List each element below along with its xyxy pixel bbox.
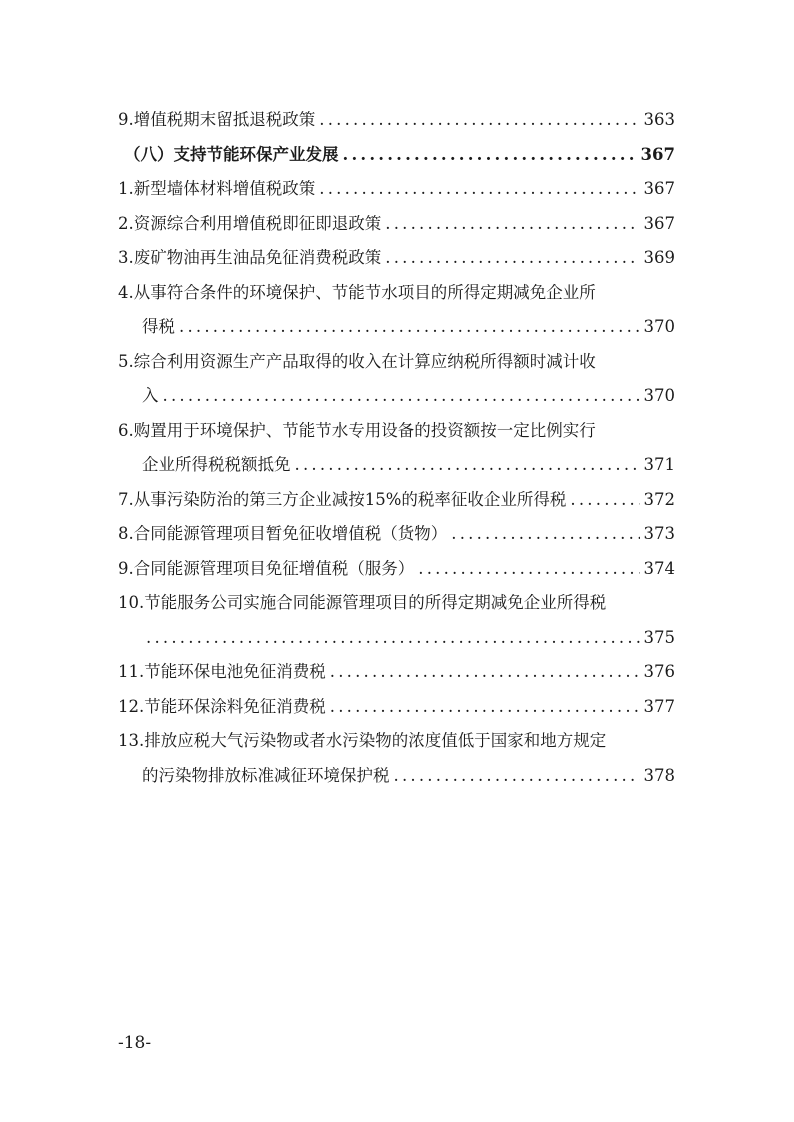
toc-entry-page: 377	[643, 696, 675, 716]
leader-dots	[385, 207, 639, 242]
leader-dots	[451, 517, 639, 552]
leader-dots	[163, 379, 640, 414]
toc-entry-page: 376	[643, 662, 675, 681]
toc-entry-page: 370	[643, 317, 675, 336]
toc-entry-title-continued: 企业所得税税额抵免	[142, 455, 291, 474]
leader-dots	[570, 483, 639, 518]
leader-dots	[343, 138, 637, 173]
leader-dots	[179, 310, 640, 345]
toc-entry[interactable]	[118, 483, 675, 518]
leader-dots	[330, 655, 640, 690]
toc-entry-page: 367	[640, 144, 675, 164]
toc-entry-title-continued: 的污染物排放标准减征环境保护税	[142, 765, 390, 785]
toc-entry-title: 9.增值税期末留抵退税政策	[118, 110, 316, 129]
toc-entry-title: 12.节能环保涂料免征消费税	[118, 696, 326, 716]
toc-entry-page: 363	[643, 110, 675, 129]
toc-entry[interactable]	[118, 103, 675, 138]
leader-dots	[418, 552, 639, 587]
toc-entry[interactable]	[118, 172, 675, 207]
toc-entry-page: 367	[643, 179, 675, 198]
toc-entry-title: 9.合同能源管理项目免征增值税（服务）	[118, 558, 415, 578]
toc-entry-page: 372	[643, 489, 675, 509]
toc-entry-page: 367	[643, 213, 675, 233]
toc-entry-page: 378	[643, 765, 675, 785]
toc-entry-title: 5.综合利用资源生产产品取得的收入在计算应纳税所得额时减计收	[118, 351, 596, 371]
toc-entry-page: 374	[643, 558, 675, 578]
toc-entry[interactable]	[118, 724, 675, 793]
toc-entry[interactable]	[118, 414, 675, 483]
leader-dots	[295, 448, 640, 483]
toc-entry-title: 8.合同能源管理项目暂免征收增值税（货物）	[118, 524, 448, 543]
leader-dots	[319, 103, 639, 138]
toc-entry-title: 1.新型墙体材料增值税政策	[118, 179, 316, 198]
toc-entry[interactable]	[118, 552, 675, 587]
toc-section-heading[interactable]	[118, 138, 675, 173]
toc-entry[interactable]	[118, 241, 675, 276]
toc-entry-title-continued: 得税	[142, 317, 175, 336]
toc-entry[interactable]	[118, 345, 675, 414]
toc-entry-title: （八）支持节能环保产业发展	[124, 144, 339, 164]
toc-entry[interactable]	[118, 690, 675, 725]
toc-entry[interactable]	[118, 586, 675, 655]
toc-entry-title: 10.节能服务公司实施合同能源管理项目的所得定期减免企业所得税	[118, 593, 607, 612]
leader-dots	[330, 690, 640, 725]
toc-entry-title: 4.从事符合条件的环境保护、节能节水项目的所得定期减免企业所	[118, 282, 596, 302]
toc-entry[interactable]	[118, 517, 675, 552]
leader-dots	[385, 241, 639, 276]
leader-dots	[146, 621, 640, 656]
toc-entry-title-continued: 入	[142, 386, 159, 405]
toc-entry-title: 7.从事污染防治的第三方企业减按15%的税率征收企业所得税	[118, 489, 567, 509]
leader-dots	[319, 172, 639, 207]
toc-entry-title: 13.排放应税大气污染物或者水污染物的浓度值低于国家和地方规定	[118, 731, 607, 750]
toc-entry-page: 373	[643, 524, 675, 543]
toc-entry-title: 2.资源综合利用增值税即征即退政策	[118, 213, 382, 233]
page-number: -18-	[118, 1033, 152, 1053]
toc-entry-title: 6.购置用于环境保护、节能节水专用设备的投资额按一定比例实行	[118, 420, 596, 440]
leader-dots	[394, 759, 640, 794]
table-of-contents	[118, 103, 675, 793]
toc-entry-page: 370	[643, 386, 675, 405]
toc-entry-page: 375	[643, 627, 675, 647]
toc-entry-title: 3.废矿物油再生油品免征消费税政策	[118, 248, 382, 267]
toc-entry-title: 11.节能环保电池免征消费税	[118, 662, 326, 681]
toc-entry[interactable]	[118, 207, 675, 242]
toc-entry-page: 369	[643, 248, 675, 267]
toc-entry[interactable]	[118, 276, 675, 345]
toc-entry-page: 371	[643, 455, 675, 474]
toc-entry[interactable]	[118, 655, 675, 690]
